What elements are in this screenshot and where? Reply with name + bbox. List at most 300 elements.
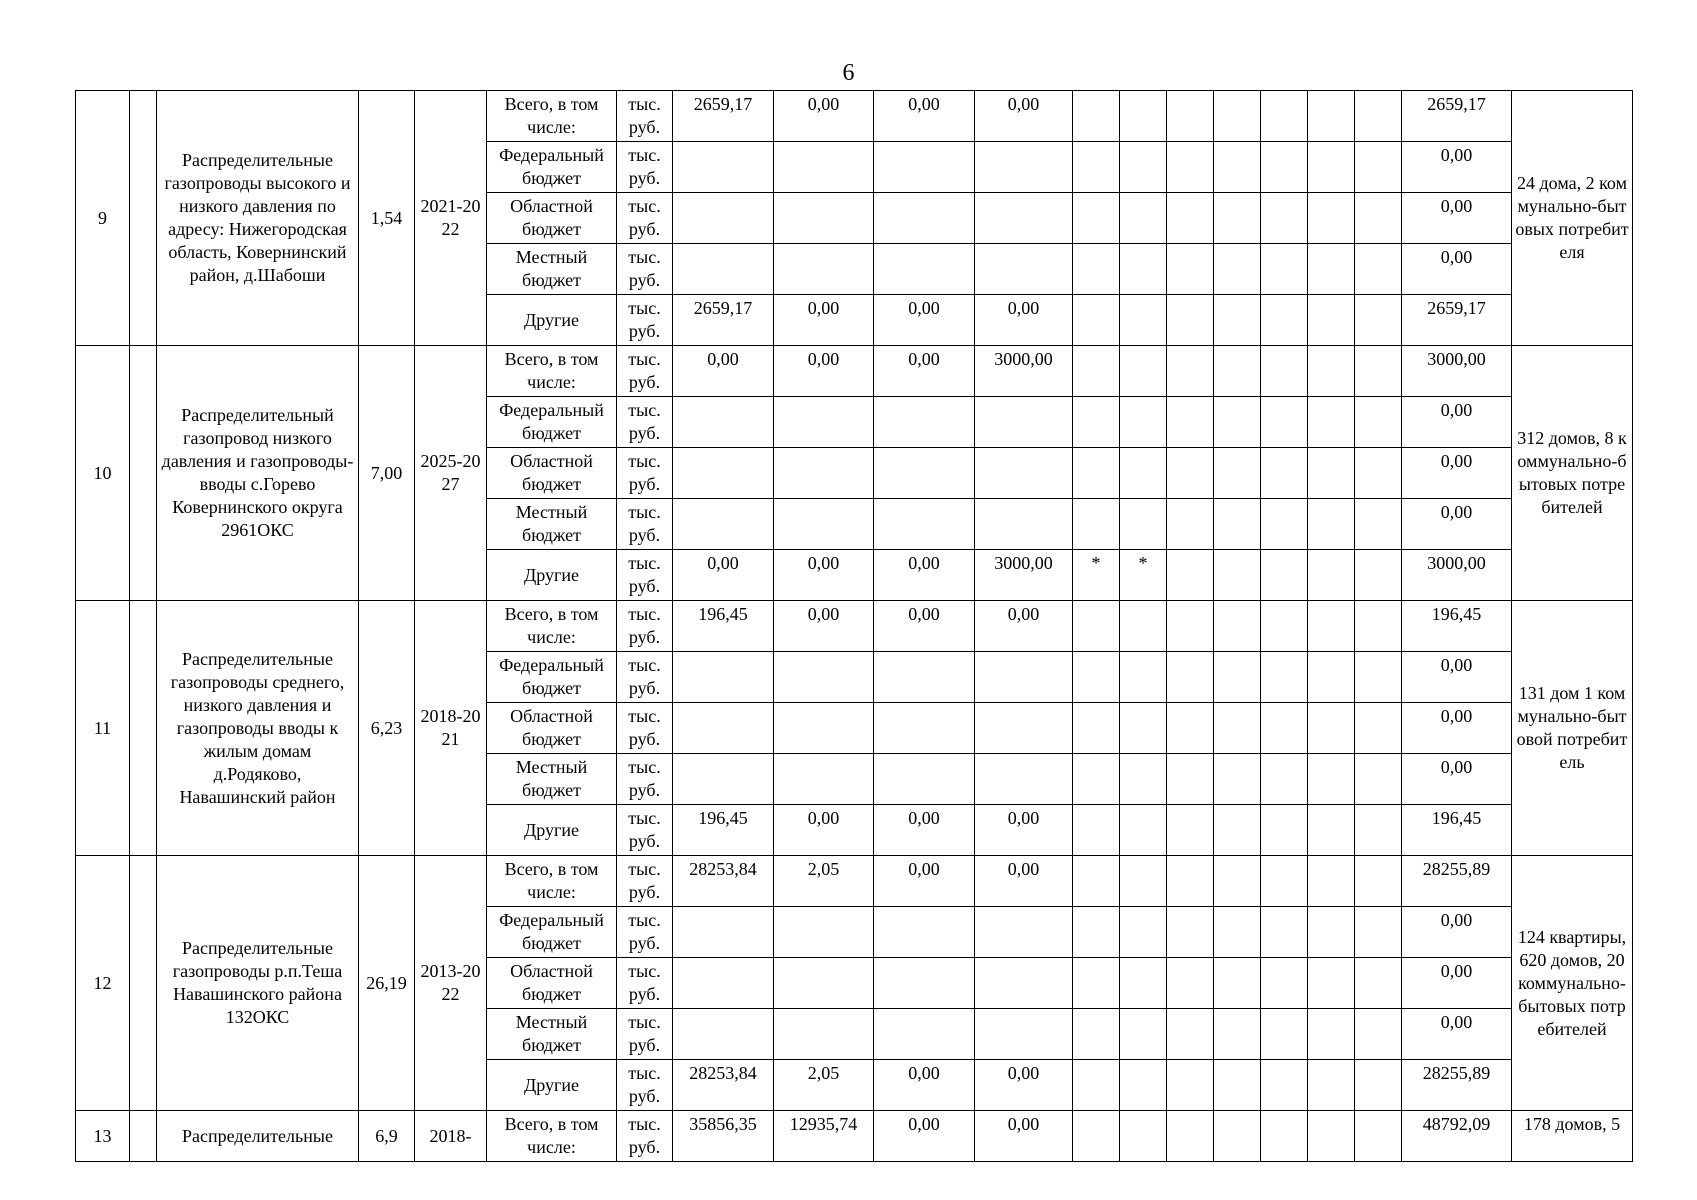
empty-cell	[1261, 397, 1308, 448]
empty-cell	[1167, 397, 1214, 448]
value-cell: 0,00	[673, 346, 774, 397]
marker-cell	[1120, 907, 1167, 958]
value-cell	[673, 244, 774, 295]
value-cell: 28253,84	[673, 1060, 774, 1111]
empty-cell	[1167, 652, 1214, 703]
empty-cell	[1308, 91, 1355, 142]
unit-label	[617, 703, 673, 754]
value-cell	[975, 142, 1073, 193]
empty-cell	[1214, 91, 1261, 142]
empty-cell	[1214, 295, 1261, 346]
value-cell: 0,00	[874, 295, 975, 346]
unit-label	[617, 244, 673, 295]
unit-label-line2: руб.	[628, 627, 661, 647]
empty-cell	[130, 1111, 157, 1162]
total-value: 0,00	[1402, 907, 1512, 958]
total-value: 0,00	[1402, 397, 1512, 448]
empty-cell	[1167, 958, 1214, 1009]
empty-cell	[1167, 244, 1214, 295]
value-cell: 0,00	[975, 91, 1073, 142]
empty-cell	[1308, 550, 1355, 601]
value-cell	[975, 958, 1073, 1009]
unit-label	[617, 601, 673, 652]
empty-cell	[1261, 142, 1308, 193]
empty-cell	[1308, 295, 1355, 346]
value-cell: 0,00	[774, 550, 874, 601]
funding-source-label: Федеральный бюджет	[487, 652, 617, 703]
unit-label-line1: тыс.	[628, 604, 661, 624]
funding-source-label: Федеральный бюджет	[487, 142, 617, 193]
value-cell: 2659,17	[673, 295, 774, 346]
unit-label-line1: тыс.	[628, 655, 661, 675]
value-cell: 0,00	[975, 856, 1073, 907]
project-number: 11	[76, 601, 130, 856]
project-years: 2018-	[415, 1111, 487, 1162]
total-value: 196,45	[1402, 601, 1512, 652]
unit-label	[617, 1111, 673, 1162]
unit-label	[617, 958, 673, 1009]
empty-cell	[1355, 550, 1402, 601]
unit-label-line2: руб.	[628, 729, 661, 749]
empty-cell	[1261, 652, 1308, 703]
expected-result: 312 домов, 8 коммунально-бытовых потребителей	[1512, 346, 1633, 601]
unit-label-line1: тыс.	[628, 349, 661, 369]
empty-cell	[1214, 448, 1261, 499]
value-cell	[673, 1009, 774, 1060]
empty-cell	[1355, 448, 1402, 499]
unit-label-line2: руб.	[628, 780, 661, 800]
empty-cell	[1355, 805, 1402, 856]
marker-cell	[1120, 754, 1167, 805]
unit-label-line1: тыс.	[628, 910, 661, 930]
empty-cell	[1355, 856, 1402, 907]
marker-cell	[1073, 346, 1120, 397]
marker-cell: *	[1120, 550, 1167, 601]
empty-cell	[1355, 958, 1402, 1009]
table-body	[76, 91, 1633, 1162]
marker-cell	[1073, 703, 1120, 754]
value-cell: 0,00	[975, 295, 1073, 346]
marker-cell	[1073, 397, 1120, 448]
empty-cell	[1167, 1060, 1214, 1111]
marker-cell	[1120, 1111, 1167, 1162]
marker-cell	[1073, 601, 1120, 652]
empty-cell	[1167, 346, 1214, 397]
funding-source-label: Областной бюджет	[487, 448, 617, 499]
unit-label-line2: руб.	[628, 219, 661, 239]
empty-cell	[1308, 601, 1355, 652]
value-cell: 0,00	[975, 601, 1073, 652]
value-cell: 0,00	[673, 550, 774, 601]
table-row	[76, 856, 1633, 907]
project-name: Распределительные газопроводы среднего, низкого давления и газопроводы вводы к жилым домам д.Родяково, Навашинский район	[157, 601, 359, 856]
value-cell: 12935,74	[774, 1111, 874, 1162]
project-number: 10	[76, 346, 130, 601]
unit-label-line2: руб.	[628, 984, 661, 1004]
unit-label-line1: тыс.	[628, 706, 661, 726]
total-value: 3000,00	[1402, 550, 1512, 601]
empty-cell	[1167, 448, 1214, 499]
marker-cell	[1073, 448, 1120, 499]
funding-source-label: Областной бюджет	[487, 703, 617, 754]
funding-source-label: Всего, в том числе:	[487, 601, 617, 652]
value-cell	[874, 244, 975, 295]
empty-cell	[1167, 1009, 1214, 1060]
project-years: 2013-2022	[415, 856, 487, 1111]
marker-cell	[1073, 1009, 1120, 1060]
value-cell	[774, 397, 874, 448]
marker-cell	[1073, 805, 1120, 856]
empty-cell	[1167, 91, 1214, 142]
empty-cell	[1261, 958, 1308, 1009]
empty-cell	[1167, 805, 1214, 856]
unit-label	[617, 1060, 673, 1111]
funding-source-label: Местный бюджет	[487, 1009, 617, 1060]
unit-label-line2: руб.	[628, 117, 661, 137]
project-years: 2025-2027	[415, 346, 487, 601]
empty-cell	[1214, 1111, 1261, 1162]
unit-label	[617, 193, 673, 244]
empty-cell	[1261, 499, 1308, 550]
value-cell	[673, 397, 774, 448]
empty-cell	[1355, 193, 1402, 244]
marker-cell	[1120, 601, 1167, 652]
empty-cell	[1308, 805, 1355, 856]
empty-cell	[1355, 907, 1402, 958]
value-cell	[975, 703, 1073, 754]
empty-cell	[1308, 856, 1355, 907]
value-cell: 35856,35	[673, 1111, 774, 1162]
marker-cell	[1120, 346, 1167, 397]
empty-cell	[1261, 1111, 1308, 1162]
value-cell: 3000,00	[975, 550, 1073, 601]
empty-cell	[1308, 652, 1355, 703]
unit-label-line2: руб.	[628, 1137, 661, 1157]
project-number: 13	[76, 1111, 130, 1162]
value-cell	[975, 652, 1073, 703]
empty-cell	[1261, 856, 1308, 907]
unit-label-line2: руб.	[628, 678, 661, 698]
value-cell	[975, 754, 1073, 805]
unit-label-line2: руб.	[628, 321, 661, 341]
unit-label-line2: руб.	[628, 1086, 661, 1106]
empty-cell	[1167, 907, 1214, 958]
total-value: 196,45	[1402, 805, 1512, 856]
total-value: 2659,17	[1402, 295, 1512, 346]
marker-cell	[1120, 805, 1167, 856]
unit-label-line1: тыс.	[628, 247, 661, 267]
project-length: 6,23	[359, 601, 415, 856]
empty-cell	[1261, 295, 1308, 346]
value-cell	[774, 244, 874, 295]
total-value: 0,00	[1402, 448, 1512, 499]
unit-label	[617, 550, 673, 601]
unit-label-line1: тыс.	[628, 553, 661, 573]
empty-cell	[1261, 703, 1308, 754]
value-cell: 0,00	[975, 805, 1073, 856]
empty-cell	[1355, 91, 1402, 142]
empty-cell	[1167, 550, 1214, 601]
unit-label-line2: руб.	[628, 168, 661, 188]
value-cell	[774, 907, 874, 958]
marker-cell	[1073, 244, 1120, 295]
unit-label-line2: руб.	[628, 1035, 661, 1055]
value-cell	[874, 1009, 975, 1060]
value-cell: 0,00	[874, 1111, 975, 1162]
project-name: Распределительные	[157, 1111, 359, 1162]
total-value: 0,00	[1402, 958, 1512, 1009]
project-name: Распределительный газопровод низкого давления и газопроводы-вводы с.Горево Ковернинского округа 2961ОКС	[157, 346, 359, 601]
empty-cell	[1214, 142, 1261, 193]
funding-source-label: Всего, в том числе:	[487, 856, 617, 907]
empty-cell	[1355, 244, 1402, 295]
marker-cell	[1120, 1060, 1167, 1111]
value-cell: 0,00	[975, 1060, 1073, 1111]
unit-label-line2: руб.	[628, 474, 661, 494]
total-value: 3000,00	[1402, 346, 1512, 397]
empty-cell	[1167, 499, 1214, 550]
empty-cell	[1214, 1060, 1261, 1111]
unit-label	[617, 397, 673, 448]
value-cell	[673, 703, 774, 754]
empty-cell	[130, 346, 157, 601]
project-number: 9	[76, 91, 130, 346]
funding-table	[75, 90, 1633, 1162]
empty-cell	[1308, 499, 1355, 550]
expected-result: 178 домов, 5	[1512, 1111, 1633, 1162]
total-value: 0,00	[1402, 142, 1512, 193]
empty-cell	[1355, 1060, 1402, 1111]
funding-source-label: Федеральный бюджет	[487, 907, 617, 958]
unit-label	[617, 1009, 673, 1060]
marker-cell	[1073, 1060, 1120, 1111]
value-cell	[874, 703, 975, 754]
unit-label-line2: руб.	[628, 882, 661, 902]
empty-cell	[1355, 499, 1402, 550]
empty-cell	[1214, 346, 1261, 397]
value-cell	[874, 652, 975, 703]
empty-cell	[1214, 1009, 1261, 1060]
value-cell: 3000,00	[975, 346, 1073, 397]
unit-label-line1: тыс.	[628, 859, 661, 879]
unit-label-line2: руб.	[628, 576, 661, 596]
total-value: 0,00	[1402, 1009, 1512, 1060]
table-row	[76, 1111, 1633, 1162]
empty-cell	[130, 601, 157, 856]
project-number: 12	[76, 856, 130, 1111]
value-cell	[673, 142, 774, 193]
expected-result: 24 дома, 2 коммунально-бытовых потребителя	[1512, 91, 1633, 346]
funding-source-label: Местный бюджет	[487, 499, 617, 550]
value-cell: 2,05	[774, 1060, 874, 1111]
empty-cell	[130, 91, 157, 346]
empty-cell	[1214, 652, 1261, 703]
unit-label	[617, 295, 673, 346]
empty-cell	[1261, 1060, 1308, 1111]
marker-cell	[1073, 499, 1120, 550]
value-cell	[774, 958, 874, 1009]
unit-label-line1: тыс.	[628, 196, 661, 216]
marker-cell: *	[1073, 550, 1120, 601]
value-cell: 0,00	[774, 805, 874, 856]
empty-cell	[1214, 397, 1261, 448]
funding-source-label: Всего, в том числе:	[487, 91, 617, 142]
unit-label	[617, 448, 673, 499]
empty-cell	[1308, 1009, 1355, 1060]
empty-cell	[1308, 142, 1355, 193]
value-cell	[874, 397, 975, 448]
value-cell	[673, 193, 774, 244]
value-cell	[673, 499, 774, 550]
empty-cell	[1214, 550, 1261, 601]
expected-result: 124 квартиры, 620 домов, 20 коммунально-бытовых потребителей	[1512, 856, 1633, 1111]
value-cell	[874, 193, 975, 244]
empty-cell	[1261, 550, 1308, 601]
total-value: 0,00	[1402, 193, 1512, 244]
value-cell: 0,00	[874, 856, 975, 907]
total-value: 28255,89	[1402, 856, 1512, 907]
value-cell: 0,00	[774, 91, 874, 142]
page-number: 6	[842, 60, 855, 86]
expected-result: 131 дом 1 коммунально-бытовой потребитель	[1512, 601, 1633, 856]
empty-cell	[1261, 346, 1308, 397]
value-cell: 0,00	[774, 295, 874, 346]
unit-label-line2: руб.	[628, 372, 661, 392]
marker-cell	[1073, 958, 1120, 1009]
unit-label	[617, 754, 673, 805]
project-years: 2021-2022	[415, 91, 487, 346]
funding-source-label: Местный бюджет	[487, 244, 617, 295]
unit-label-line1: тыс.	[628, 298, 661, 318]
funding-source-label: Областной бюджет	[487, 193, 617, 244]
funding-source-label: Всего, в том числе:	[487, 346, 617, 397]
unit-label	[617, 346, 673, 397]
funding-source-label: Всего, в том числе:	[487, 1111, 617, 1162]
project-name: Распределительные газопроводы высокого и низкого давления по адресу: Нижегородская область, Ковернинский район, д.Шабоши	[157, 91, 359, 346]
value-cell	[774, 193, 874, 244]
total-value: 0,00	[1402, 754, 1512, 805]
empty-cell	[1261, 91, 1308, 142]
empty-cell	[130, 856, 157, 1111]
empty-cell	[1214, 856, 1261, 907]
value-cell	[774, 703, 874, 754]
project-name: Распределительные газопроводы р.п.Теша Навашинского района 132ОКС	[157, 856, 359, 1111]
marker-cell	[1073, 295, 1120, 346]
empty-cell	[1167, 295, 1214, 346]
funding-source-label: Федеральный бюджет	[487, 397, 617, 448]
unit-label	[617, 91, 673, 142]
value-cell	[673, 754, 774, 805]
marker-cell	[1073, 1111, 1120, 1162]
marker-cell	[1120, 397, 1167, 448]
marker-cell	[1073, 91, 1120, 142]
table-row	[76, 91, 1633, 142]
empty-cell	[1308, 754, 1355, 805]
empty-cell	[1308, 703, 1355, 754]
unit-label	[617, 142, 673, 193]
value-cell	[975, 499, 1073, 550]
empty-cell	[1308, 193, 1355, 244]
empty-cell	[1167, 754, 1214, 805]
value-cell: 0,00	[874, 805, 975, 856]
empty-cell	[1355, 703, 1402, 754]
unit-label-line1: тыс.	[628, 145, 661, 165]
empty-cell	[1261, 754, 1308, 805]
empty-cell	[1261, 244, 1308, 295]
marker-cell	[1120, 193, 1167, 244]
value-cell	[673, 652, 774, 703]
value-cell	[874, 754, 975, 805]
total-value: 28255,89	[1402, 1060, 1512, 1111]
value-cell	[975, 448, 1073, 499]
marker-cell	[1120, 958, 1167, 1009]
value-cell	[874, 499, 975, 550]
unit-label	[617, 856, 673, 907]
empty-cell	[1214, 754, 1261, 805]
value-cell	[673, 958, 774, 1009]
value-cell	[874, 907, 975, 958]
empty-cell	[1214, 907, 1261, 958]
empty-cell	[1308, 1060, 1355, 1111]
empty-cell	[1214, 601, 1261, 652]
total-value: 0,00	[1402, 499, 1512, 550]
marker-cell	[1073, 193, 1120, 244]
value-cell	[874, 448, 975, 499]
unit-label-line1: тыс.	[628, 757, 661, 777]
empty-cell	[1261, 907, 1308, 958]
marker-cell	[1073, 754, 1120, 805]
empty-cell	[1308, 244, 1355, 295]
unit-label-line1: тыс.	[628, 961, 661, 981]
unit-label-line2: руб.	[628, 423, 661, 443]
empty-cell	[1214, 805, 1261, 856]
value-cell	[975, 244, 1073, 295]
empty-cell	[1308, 346, 1355, 397]
value-cell: 0,00	[874, 601, 975, 652]
empty-cell	[1167, 601, 1214, 652]
value-cell: 0,00	[874, 91, 975, 142]
empty-cell	[1308, 397, 1355, 448]
marker-cell	[1120, 652, 1167, 703]
project-length: 26,19	[359, 856, 415, 1111]
value-cell	[673, 907, 774, 958]
total-value: 2659,17	[1402, 91, 1512, 142]
empty-cell	[1167, 703, 1214, 754]
unit-label-line2: руб.	[628, 525, 661, 545]
table-row	[76, 346, 1633, 397]
funding-source-label: Областной бюджет	[487, 958, 617, 1009]
value-cell: 0,00	[874, 1060, 975, 1111]
total-value: 48792,09	[1402, 1111, 1512, 1162]
value-cell	[774, 754, 874, 805]
empty-cell	[1308, 907, 1355, 958]
value-cell	[975, 907, 1073, 958]
marker-cell	[1120, 295, 1167, 346]
value-cell: 2659,17	[673, 91, 774, 142]
project-length: 6,9	[359, 1111, 415, 1162]
value-cell	[975, 397, 1073, 448]
value-cell	[874, 958, 975, 1009]
value-cell: 196,45	[673, 601, 774, 652]
empty-cell	[1214, 499, 1261, 550]
empty-cell	[1355, 1009, 1402, 1060]
value-cell: 2,05	[774, 856, 874, 907]
empty-cell	[1167, 142, 1214, 193]
empty-cell	[1167, 1111, 1214, 1162]
value-cell: 0,00	[975, 1111, 1073, 1162]
unit-label-line2: руб.	[628, 270, 661, 290]
unit-label-line1: тыс.	[628, 94, 661, 114]
